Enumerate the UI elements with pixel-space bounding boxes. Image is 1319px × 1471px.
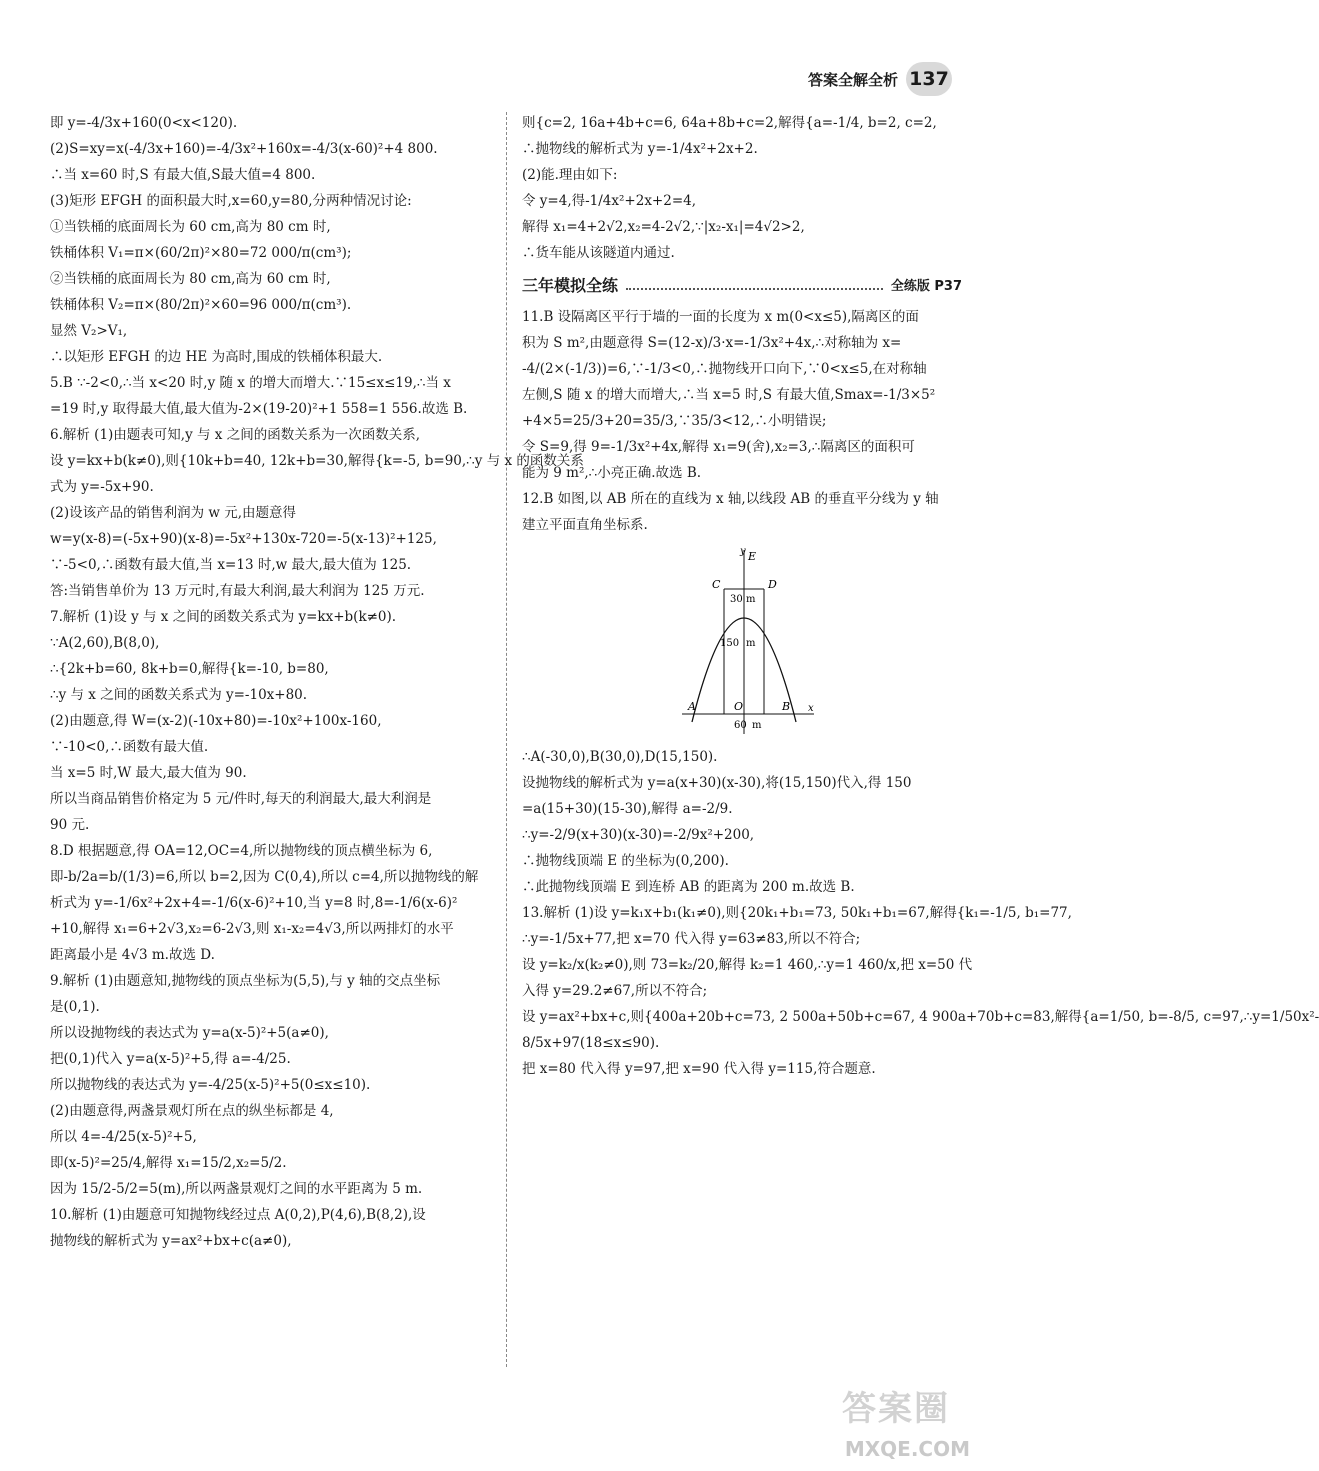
text-line: 9.解析 (1)由题意知,抛物线的顶点坐标为(5,5),与 y 轴的交点坐标 xyxy=(50,973,441,989)
text-line: ②当铁桶的底面周长为 80 cm,高为 60 cm 时, xyxy=(50,271,331,287)
text-line: +10,解得 x₁=6+2√3,x₂=6-2√3,则 x₁-x₂=4√3,所以两排灯的水平 xyxy=(50,921,454,937)
text-line: 式为 y=-5x+90. xyxy=(50,479,154,495)
text-line: +4×5=25/3+20=35/3,∵35/3<12,∴小明错误; xyxy=(522,413,827,429)
text-line: 10.解析 (1)由题意可知抛物线经过点 A(0,2),P(4,6),B(8,2),设 xyxy=(50,1207,426,1223)
section-title: 三年模拟全练 xyxy=(522,275,619,295)
text-line: ∵-5<0,∴函数有最大值,当 x=13 时,w 最大,最大值为 125. xyxy=(50,557,412,573)
text-line: 把(0,1)代入 y=a(x-5)²+5,得 a=-4/25. xyxy=(50,1051,291,1067)
text-line: ∴y 与 x 之间的函数关系式为 y=-10x+80. xyxy=(50,687,308,703)
text-line: 是(0,1). xyxy=(50,999,100,1015)
text-line: (2)由题意,得 W=(x-2)(-10x+80)=-10x²+100x-160, xyxy=(50,713,382,729)
text-line: 设抛物线的解析式为 y=a(x+30)(x-30),将(15,150)代入,得 150 xyxy=(522,775,912,791)
label-150: 150 xyxy=(720,638,740,649)
page-header xyxy=(808,62,952,96)
column-divider xyxy=(506,112,507,1367)
text-line: =a(15+30)(15-30),解得 a=-2/9. xyxy=(522,801,733,817)
text-line: 入得 y=29.2≠67,所以不符合; xyxy=(522,983,708,999)
text-line: 铁桶体积 V₂=π×(80/2π)²×60=96 000/π(cm³). xyxy=(50,297,352,313)
label-x: x xyxy=(808,703,814,714)
section-reference: 全练版 P37 xyxy=(890,278,962,294)
text-line: 左侧,S 随 x 的增大而增大,∴当 x=5 时,S 有最大值,Smax=-1/3×5² xyxy=(522,387,936,403)
section-heading xyxy=(522,272,962,296)
text-line: ∴此抛物线顶端 E 到连桥 AB 的距离为 200 m.故选 B. xyxy=(522,879,855,895)
text-line: 所以当商品销售价格定为 5 元/件时,每天的利润最大,最大利润是 xyxy=(50,791,432,807)
text-line: (3)矩形 EFGH 的面积最大时,x=60,y=80,分两种情况讨论: xyxy=(50,193,412,209)
text-line: ①当铁桶的底面周长为 60 cm,高为 80 cm 时, xyxy=(50,219,331,235)
section-leader-dots xyxy=(626,278,883,290)
text-line: 8.D 根据题意,得 OA=12,OC=4,所以抛物线的顶点横坐标为 6, xyxy=(50,843,433,859)
label-m-top: m xyxy=(746,594,756,605)
text-line: 抛物线的解析式为 y=ax²+bx+c(a≠0), xyxy=(50,1233,292,1249)
label-e: E xyxy=(748,550,757,563)
text-line: 因为 15/2-5/2=5(m),所以两盏景观灯之间的水平距离为 5 m. xyxy=(50,1181,423,1197)
text-line: ∴以矩形 EFGH 的边 HE 为高时,围成的铁桶体积最大. xyxy=(50,349,383,365)
header-title: 答案全解全析 xyxy=(807,70,898,89)
label-m-bottom: m xyxy=(752,720,762,731)
text-line: ∴抛物线的解析式为 y=-1/4x²+2x+2. xyxy=(522,141,758,157)
text-line: 13.解析 (1)设 y=k₁x+b₁(k₁≠0),则{20k₁+b₁=73, 50k₁+b₁=67,解得{k₁=-1/5, b₁=77, xyxy=(522,905,1072,921)
label-60: 60 xyxy=(734,720,747,731)
text-line: 铁桶体积 V₁=π×(60/2π)²×80=72 000/π(cm³); xyxy=(50,245,352,261)
right-column xyxy=(522,112,1319,1084)
text-line: =19 时,y 取得最大值,最大值为-2×(19-20)²+1 558=1 556.故选 B. xyxy=(50,401,468,417)
text-line: 5.B ∵-2<0,∴当 x<20 时,y 随 x 的增大而增大.∵15≤x≤19,∴当 x xyxy=(50,375,451,391)
text-line: 所以设抛物线的表达式为 y=a(x-5)²+5(a≠0), xyxy=(50,1025,329,1041)
label-b: B xyxy=(782,700,791,713)
text-line: 所以抛物线的表达式为 y=-4/25(x-5)²+5(0≤x≤10). xyxy=(50,1077,371,1093)
text-line: 设 y=ax²+bx+c,则{400a+20b+c=73, 2 500a+50b+c=67, 4 900a+70b+c=83,解得{a=1/50, b=-8/5, c=97,∴y=1/50x²- xyxy=(522,1009,1319,1025)
text-line: ∵A(2,60),B(8,0), xyxy=(50,635,160,651)
label-o: O xyxy=(734,700,744,713)
text-line: 所以 4=-4/25(x-5)²+5, xyxy=(50,1129,197,1145)
text-line: 当 x=5 时,W 最大,最大值为 90. xyxy=(50,765,247,781)
text-line: 6.解析 (1)由题表可知,y 与 x 之间的函数关系为一次函数关系, xyxy=(50,427,420,443)
text-line: 解得 x₁=4+2√2,x₂=4-2√2,∵|x₂-x₁|=4√2>2, xyxy=(522,219,805,235)
text-line: ∴{2k+b=60, 8k+b=0,解得{k=-10, b=80, xyxy=(50,661,329,677)
watermark xyxy=(800,1381,970,1461)
text-line: 令 y=4,得-1/4x²+2x+2=4, xyxy=(522,193,697,209)
label-d: D xyxy=(768,578,777,591)
text-line: 令 S=9,得 9=-1/3x²+4x,解得 x₁=9(舍),x₂=3,∴隔离区的面积可 xyxy=(522,439,915,455)
text-line: 7.解析 (1)设 y 与 x 之间的函数关系式为 y=kx+b(k≠0). xyxy=(50,609,397,625)
text-line: 距离最小是 4√3 m.故选 D. xyxy=(50,947,215,963)
text-line: (2)S=xy=x(-4/3x+160)=-4/3x²+160x=-4/3(x-60)²+4 800. xyxy=(50,141,438,157)
text-line: 设 y=k₂/x(k₂≠0),则 73=k₂/20,解得 k₂=1 460,∴y=1 460/x,把 x=50 代 xyxy=(522,957,973,973)
text-line: 即 y=-4/3x+160(0<x<120). xyxy=(50,115,238,131)
label-a: A xyxy=(688,700,696,713)
text-line: 即-b/2a=b/(1/3)=6,所以 b=2,因为 C(0,4),所以 c=4,所以抛物线的解 xyxy=(50,869,479,885)
text-line: (2)能.理由如下: xyxy=(522,167,618,183)
text-line: ∴A(-30,0),B(30,0),D(15,150). xyxy=(522,749,718,765)
page-number: 137 xyxy=(906,62,952,96)
text-line: 8/5x+97(18≤x≤90). xyxy=(522,1035,660,1051)
label-c: C xyxy=(712,578,721,591)
watermark-site: MXQE.COM xyxy=(844,1437,970,1461)
bridge-parabola-diagram xyxy=(682,544,822,734)
text-line: 建立平面直角坐标系. xyxy=(522,517,648,533)
text-line: ∴抛物线顶端 E 的坐标为(0,200). xyxy=(522,853,729,869)
watermark-logo: 答案圈 xyxy=(842,1389,950,1429)
text-line: 答:当销售单价为 13 万元时,有最大利润,最大利润为 125 万元. xyxy=(50,583,425,599)
text-line: 12.B 如图,以 AB 所在的直线为 x 轴,以线段 AB 的垂直平分线为 y 轴 xyxy=(522,491,939,507)
text-line: ∴y=-2/9(x+30)(x-30)=-2/9x²+200, xyxy=(522,827,755,843)
text-line: ∴货车能从该隧道内通过. xyxy=(522,245,675,261)
label-m-mid: m xyxy=(746,638,756,649)
label-30: 30 xyxy=(730,594,743,605)
text-line: 设 y=kx+b(k≠0),则{10k+b=40, 12k+b=30,解得{k=-5, b=90,∴y 与 x 的函数关系 xyxy=(50,453,584,469)
text-line: w=y(x-8)=(-5x+90)(x-8)=-5x²+130x-720=-5(x-13)²+125, xyxy=(50,531,437,547)
text-line: (2)设该产品的销售利润为 w 元,由题意得 xyxy=(50,505,297,521)
text-line: 能为 9 m²,∴小亮正确.故选 B. xyxy=(522,465,702,481)
text-line: 积为 S m²,由题意得 S=(12-x)/3·x=-1/3x²+4x,∴对称轴为 x= xyxy=(522,335,902,351)
text-line: 把 x=80 代入得 y=97,把 x=90 代入得 y=115,符合题意. xyxy=(522,1061,876,1077)
text-line: ∵-10<0,∴函数有最大值. xyxy=(50,739,209,755)
text-line: 即(x-5)²=25/4,解得 x₁=15/2,x₂=5/2. xyxy=(50,1155,287,1171)
label-y: y xyxy=(740,546,746,557)
text-line: -4/(2×(-1/3))=6,∵-1/3<0,∴抛物线开口向下,∵0<x≤5,在对称轴 xyxy=(522,361,927,377)
text-line: (2)由题意得,两盏景观灯所在点的纵坐标都是 4, xyxy=(50,1103,334,1119)
text-line: 11.B 设隔离区平行于墙的一面的长度为 x m(0<x≤5),隔离区的面 xyxy=(522,309,919,325)
text-line: 析式为 y=-1/6x²+2x+4=-1/6(x-6)²+10,当 y=8 时,8=-1/6(x-6)² xyxy=(50,895,458,911)
text-line: 则{c=2, 16a+4b+c=6, 64a+8b+c=2,解得{a=-1/4, b=2, c=2, xyxy=(522,115,937,131)
text-line: ∴当 x=60 时,S 有最大值,S最大值=4 800. xyxy=(50,167,316,183)
text-line: ∴y=-1/5x+77,把 x=70 代入得 y=63≠83,所以不符合; xyxy=(522,931,861,947)
text-line: 显然 V₂>V₁, xyxy=(50,323,128,339)
text-line: 90 元. xyxy=(50,817,90,833)
